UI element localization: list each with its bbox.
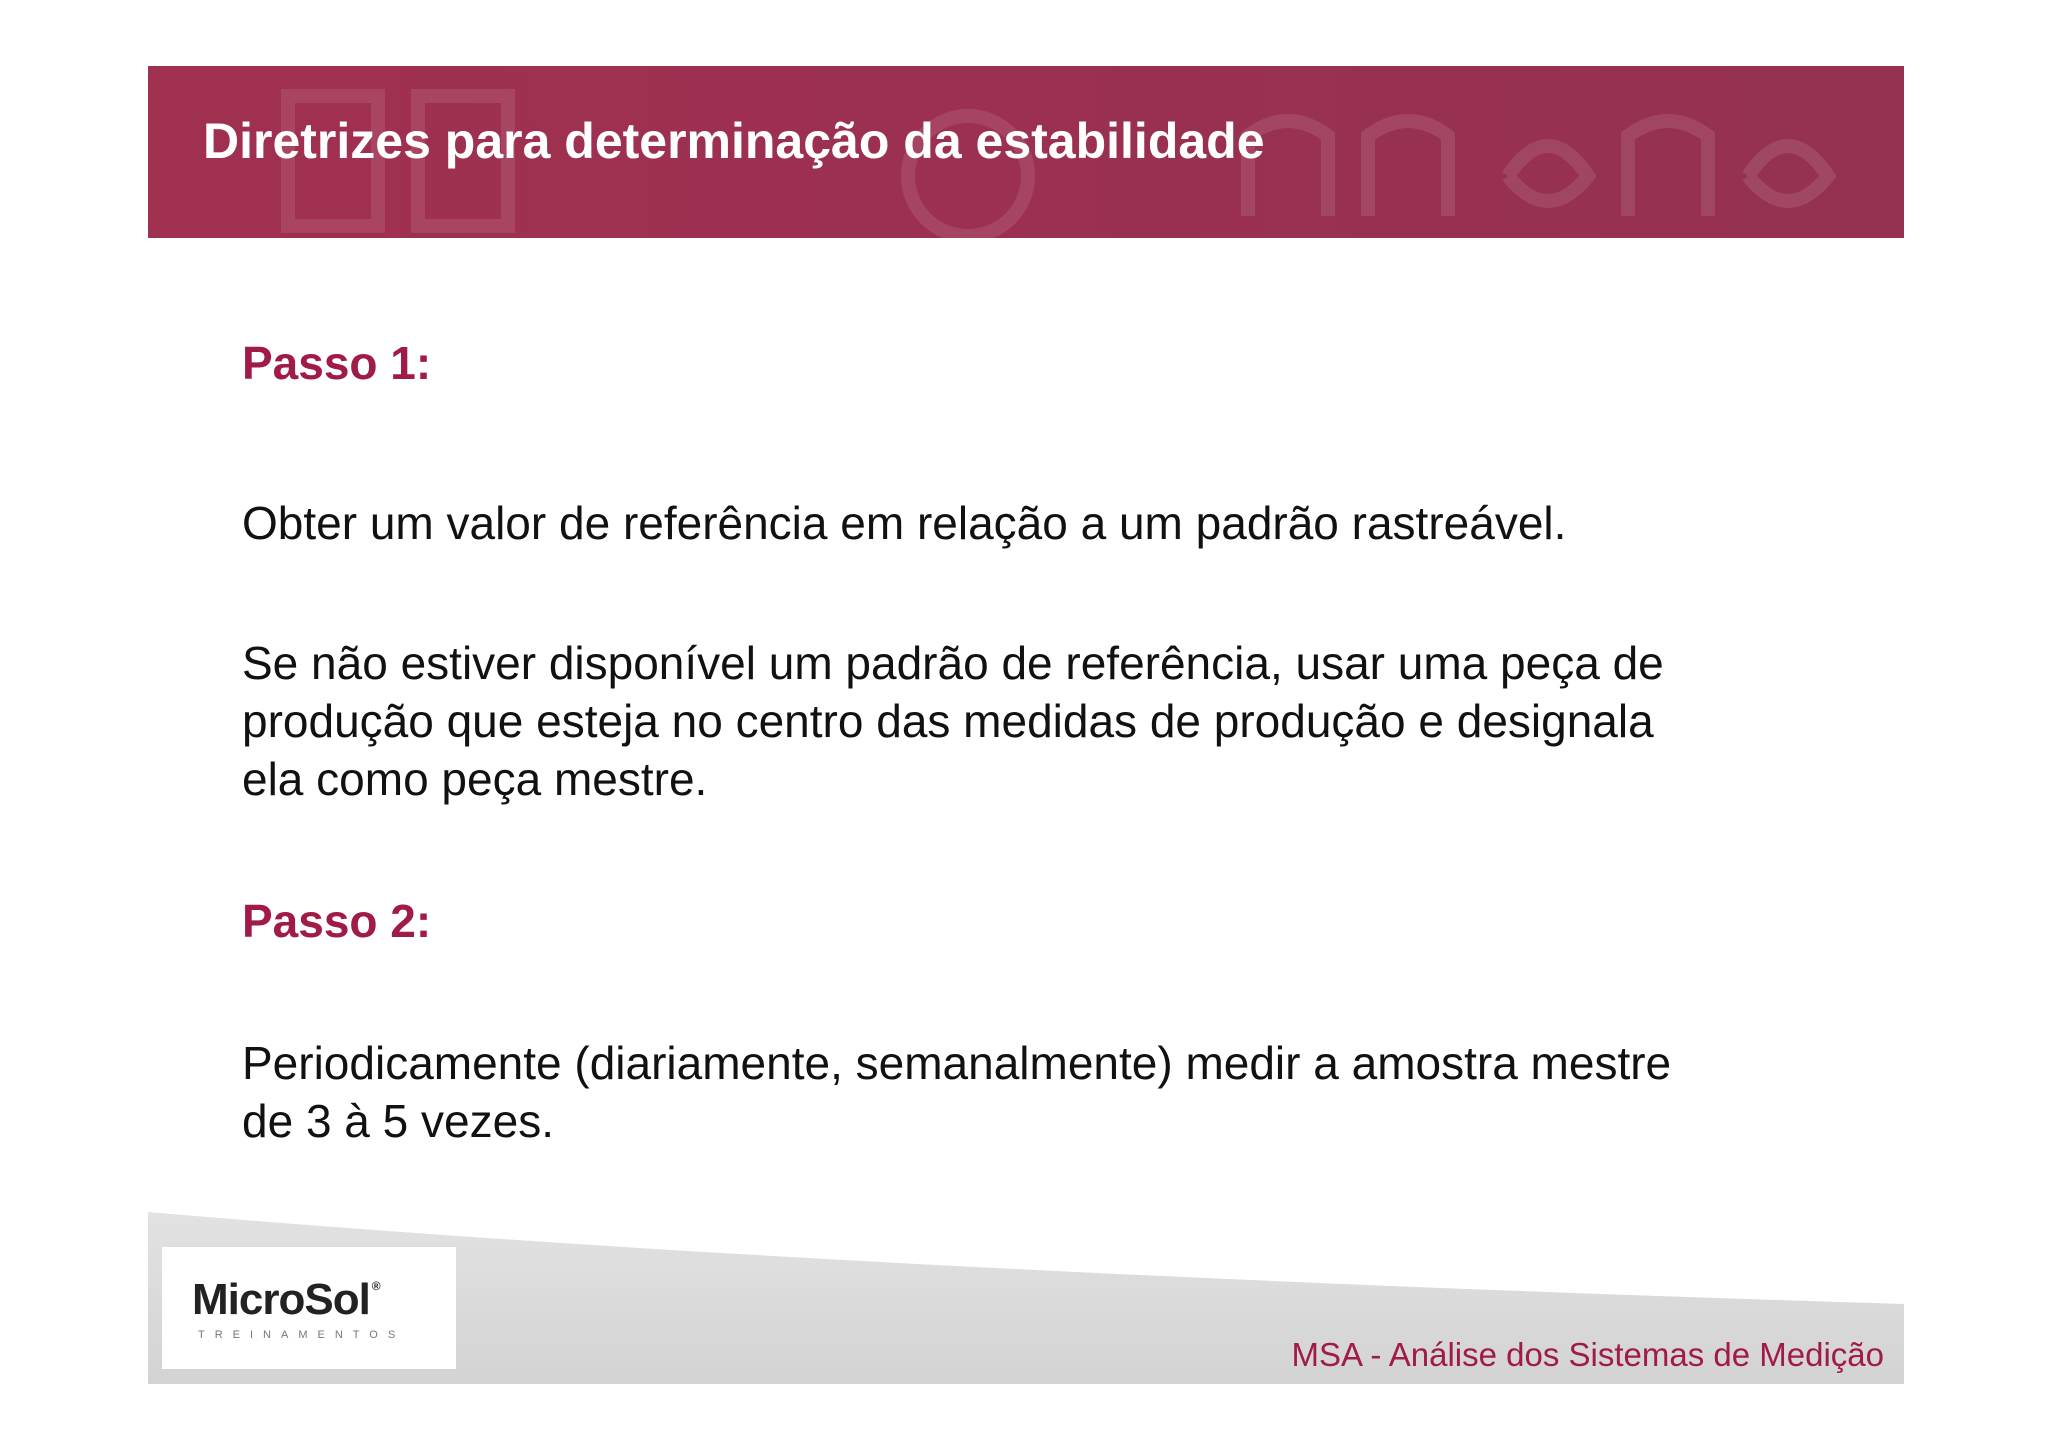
slide-header-band — [148, 66, 1904, 238]
paragraph-line: Periodicamente (diariamente, semanalmente) medir a amostra mestre — [242, 1037, 1672, 1089]
paragraph-line: ela como peça mestre. — [242, 753, 708, 805]
step-1-paragraph-1 — [242, 494, 1802, 552]
registered-mark: ® — [371, 1279, 380, 1293]
step-1-paragraph-2 — [242, 634, 1802, 808]
logo-wordmark: MicroSol ® — [192, 1275, 380, 1324]
paragraph-line: de 3 à 5 vezes. — [242, 1095, 554, 1147]
microsol-logo — [162, 1247, 456, 1369]
step-1-heading: Passo 1: — [242, 337, 432, 389]
footer-caption: MSA - Análise dos Sistemas de Medição — [1291, 1336, 1884, 1373]
step-2-heading: Passo 2: — [242, 895, 432, 947]
slide-title: Diretrizes para determinação da estabilidade — [203, 113, 1265, 169]
logo-subtitle: TREINAMENTOS — [198, 1329, 406, 1341]
slide-footer — [148, 1212, 1904, 1384]
paragraph-line: Obter um valor de referência em relação a um padrão rastreável. — [242, 497, 1567, 549]
paragraph-line: produção que esteja no centro das medidas de produção e designala — [242, 695, 1654, 747]
step-2-paragraph-1 — [242, 1034, 1802, 1150]
paragraph-line: Se não estiver disponível um padrão de referência, usar uma peça de — [242, 637, 1664, 689]
